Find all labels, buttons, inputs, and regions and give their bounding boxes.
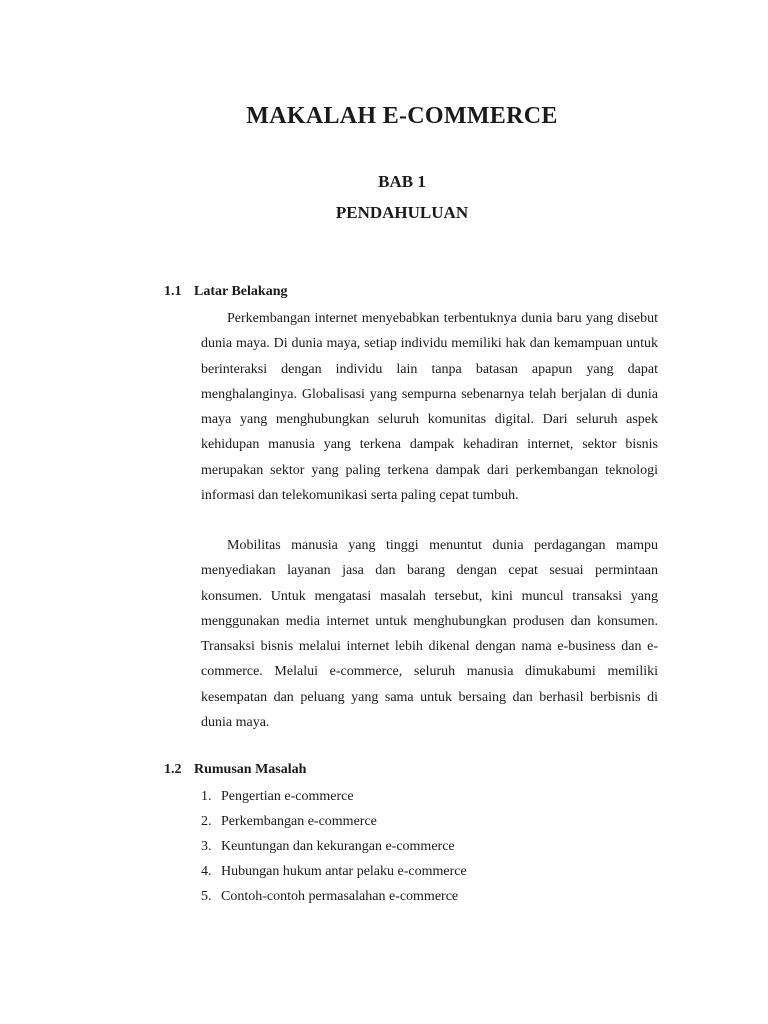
list-number: 2. [201,814,212,829]
list-item [201,834,467,859]
list-item [201,784,467,809]
list-item [201,859,467,884]
section-number: 1.2 [164,762,182,777]
paragraph-text: Mobilitas manusia yang tinggi menuntut dunia perdagangan mampu menyediakan layanan jasa dan barang dengan cepat sesuai permintaan konsumen. Untuk mengatasi masalah tersebut, kini muncul transaksi yang menggunakan media internet untuk menghubungkan produsen dan konsumen. Transaksi bisnis melalui internet lebih dikenal dengan nama e-business dan e-commerce. Melalui e-commerce, seluruh manusia dimukabumi memiliki kesempatan dan peluang yang sama untuk bersaing dan berhasil berbisnis di dunia maya. [201,538,658,731]
section-title: Rumusan Masalah [194,762,307,777]
list-item-text: Pengertian e-commerce [221,789,354,804]
list-number: 3. [201,839,212,854]
section-heading-rumusan-masalah [164,762,306,778]
chapter-title: PENDAHULUAN [335,203,469,222]
list-item-text: Perkembangan e-commerce [221,814,377,829]
section-number: 1.1 [164,284,182,299]
list-item [201,809,467,834]
list-number: 4. [201,864,212,879]
section-heading-latar-belakang [164,284,287,300]
problem-list [201,784,467,909]
list-item-text: Keuntungan dan kekurangan e-commerce [221,839,455,854]
list-number: 5. [201,889,212,904]
paragraph-text: Perkembangan internet menyebabkan terbentuknya dunia baru yang disebut dunia maya. Di dunia maya, setiap individu memiliki hak dan kemampuan untuk berinteraksi dengan individu lain tanpa batasan apapun yang dapat menghalanginya. Globalisasi yang sempurna sebenarnya telah berjalan di dunia maya yang menghubungkan seluruh komunitas digital. Dari seluruh aspek kehidupan manusia yang terkena dampak kehadiran internet, sektor bisnis merupakan sektor yang paling terkena dampak dari perkembangan teknologi informasi dan telekomunikasi serta paling cepat tumbuh. [201,311,658,504]
list-item [201,884,467,909]
document-title: MAKALAH E-COMMERCE [246,103,558,129]
list-number: 1. [201,789,212,804]
paragraph [201,306,658,508]
list-item-text: Hubungan hukum antar pelaku e-commerce [221,864,467,879]
paragraph [201,533,658,735]
section-title: Latar Belakang [194,284,288,299]
list-item-text: Contoh-contoh permasalahan e-commerce [221,889,459,904]
chapter-number: BAB 1 [378,172,426,191]
